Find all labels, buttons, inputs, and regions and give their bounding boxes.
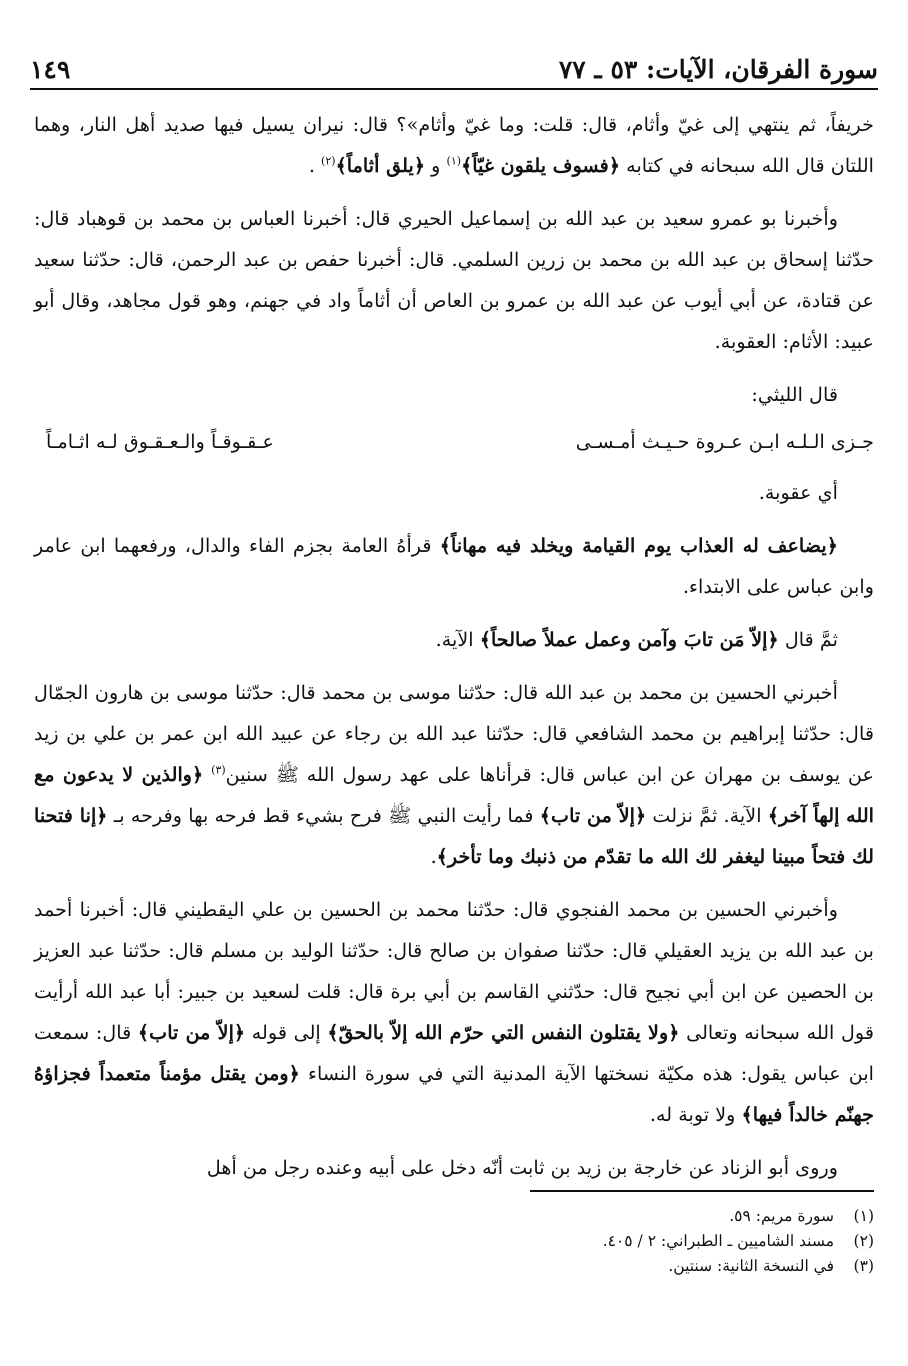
quran-quote: ﴿إلاّ من تاب﴾ — [137, 1021, 246, 1044]
footnote-text: في النسخة الثانية: سنتين. — [668, 1257, 834, 1275]
footnote-ref: (٢) — [321, 154, 336, 168]
footnote-text: سورة مريم: ٥٩. — [729, 1207, 834, 1225]
quran-quote: ﴿ومن يقتل مؤمناً متعمداً فجزاؤهُ جهنّم خالداً فيها﴾ — [34, 1062, 874, 1126]
paragraph-9: وروى أبو الزناد عن خارجة بن زيد بن ثابت أنّه دخل على أبيه وعنده رجل من أهل — [206, 1156, 838, 1179]
footnote-ref: (١) — [446, 154, 462, 168]
paragraph-2: وأخبرنا بو عمرو سعيد بن عبد الله بن إسماعيل الحيري قال: أخبرنا العباس بن محمد بن قوهباد قال: حدّثنا إسحاق بن عبد الله بن محمد بن زرين السلمي. قال: أخبرنا حفص بن عبد الرحمن، قال: حدّثنا سعيد عن قتادة، عن أبي أيوب عن عبد الله بن عمرو بن العاص أن أثاماً واد في جهنم، وهو قول مجاهد، وقال أبو عبيد: الأثام: العقوبة. — [34, 207, 874, 353]
paragraph-7 — [34, 672, 874, 877]
footnote-number: (٣) — [853, 1257, 874, 1275]
quran-quote: ﴿إنا فتحنا لك فتحاً مبينا ليغفر لك الله ما تقدّم من ذنبك وما تأخر﴾ — [34, 804, 874, 868]
paragraph-4: أي عقوبة. — [758, 481, 838, 504]
quran-quote: ﴿إلاّ من تاب﴾ — [539, 804, 647, 827]
paragraph-1 — [34, 104, 874, 186]
footnote — [34, 1254, 874, 1279]
quran-quote: ﴿والذين لا يدعون مع الله إلهاً آخر﴾ — [34, 763, 874, 827]
quran-quote: ﴿فسوف يلقون غيّاً﴾ — [461, 154, 621, 177]
footnote-number: (٢) — [853, 1232, 874, 1250]
paragraph-8 — [34, 889, 874, 1135]
quran-quote: ﴿يلق أثاماً﴾ — [335, 154, 426, 177]
quran-quote: ﴿يضاعف له العذاب يوم القيامة ويخلد فيه مهاناً﴾ — [439, 534, 839, 557]
text-run: . — [430, 845, 437, 868]
text-run: ثمَّ قال — [778, 628, 838, 651]
verse-second-hemistich: عـقـوقـاً والـعـقـوق لـه اثـامـاً — [46, 430, 274, 453]
text-run: الآية. ثمَّ نزلت — [646, 804, 768, 827]
paragraph-3: قال الليثي: — [751, 383, 838, 406]
footnote-number: (١) — [853, 1207, 874, 1225]
body-text — [34, 104, 874, 1200]
quran-quote: ﴿ولا يقتلون النفس التي حرّم الله إلاّ بالحقّ﴾ — [327, 1021, 680, 1044]
page-number: ١٤٩ — [30, 55, 71, 84]
footnotes — [34, 1204, 874, 1279]
text-run: أخبرني الحسين بن محمد بن عبد الله قال: حدّثنا موسى بن محمد قال: حدّثنا موسى بن هارون الجمّال قال: حدّثنا إبراهيم بن محمد الشافعي قال: حدّثنا عبد الله بن رجاء عن عبيد الله ابن عمر بن علي بن زيد عن يوسف بن مهران عن ابن عباس قال: قرأناها على عهد رسول الله ﷺ سنين — [34, 681, 874, 786]
paragraph-6 — [34, 619, 874, 660]
footnote-text: مسند الشاميين ـ الطبراني: ٢ / ٤٠٥. — [602, 1232, 834, 1250]
text-run: ولا توبة له. — [649, 1103, 742, 1126]
verse-first-hemistich: جـزى الـلـه ابـن عـروة حـيـث أمـسـى — [575, 430, 874, 453]
footnote-divider — [530, 1190, 874, 1192]
text-run: الآية. — [435, 628, 480, 651]
text-run: قرأهُ العامة بجزم الفاء والدال، ورفعهما ابن عامر وابن عباس على الابتداء. — [34, 534, 874, 598]
footnote — [34, 1229, 874, 1254]
page-header — [30, 48, 878, 90]
text-run: و — [425, 154, 447, 177]
paragraph-5 — [34, 525, 874, 607]
text-run: وأخبرني الحسين بن محمد الفنجوي قال: حدّثنا محمد بن الحسين بن علي اليقطيني قال: أخبرنا أحمد بن عبد الله بن يزيد العقيلي قال: حدّثنا صفوان بن صالح قال: حدّثنا الوليد بن مسلم قال: حدّثنا عبد العزيز بن الحصين عن ابن أبي نجيح قال: حدّثني القاسم بن أبي برة قال: قلت لسعيد بن جبير: أبا عبد الله أرأيت قول الله سبحانه وتعالى — [34, 898, 875, 1044]
running-title: سورة الفرقان، الآيات: ٥٣ ـ ٧٧ — [558, 55, 878, 84]
quran-quote: ﴿إلاّ مَن تابَ وآمن وعمل عملاً صالحاً﴾ — [479, 628, 779, 651]
text-run — [203, 763, 211, 786]
footnote — [34, 1204, 874, 1229]
text-run: قال: سمعت ابن عباس يقول: هذه مكيّة نسختها الآية المدنية التي في سورة النساء — [34, 1021, 874, 1085]
text-run: فما رأيت النبي ﷺ فرح بشيء قط فرحه بها وفرحه بـ — [107, 804, 540, 827]
text-run: . — [308, 154, 322, 177]
footnote-ref: (٣) — [211, 763, 226, 777]
text-run: خريفاً، ثم ينتهي إلى غيّ وأثام، قال: قلت: وما غيّ وأثام»؟ قال: نيران يسيل فيها صديد أهل النار، وهما اللتان قال الله سبحانه في كتابه — [34, 113, 874, 177]
text-run: إلى قوله — [245, 1021, 328, 1044]
poem-verse — [34, 421, 874, 462]
